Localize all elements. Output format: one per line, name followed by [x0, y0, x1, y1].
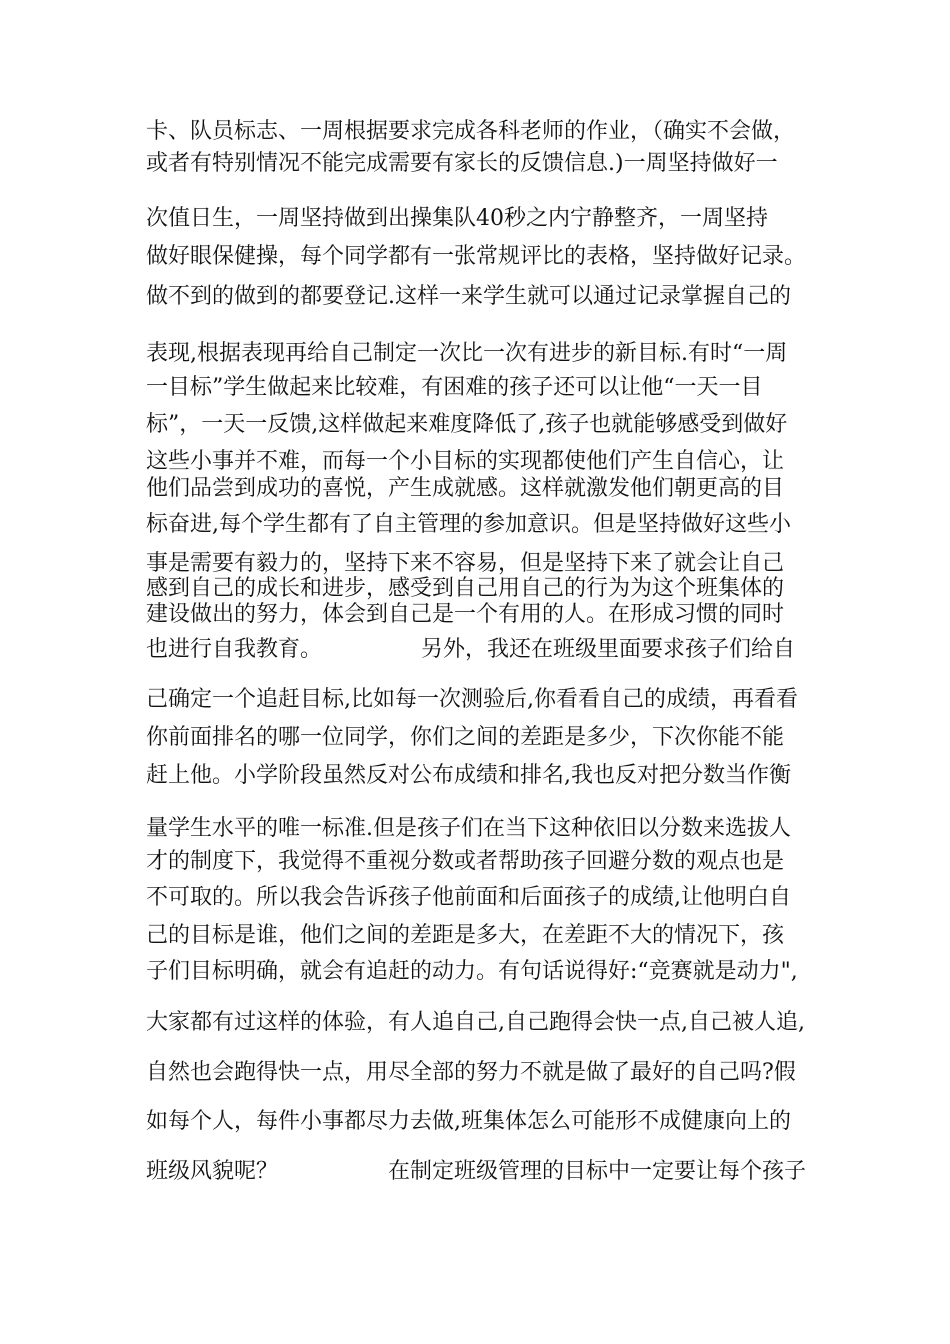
text-line: 量学生水平的唯一标准.但是孩子们在当下这种依旧以分数来选拔人	[146, 816, 791, 841]
text-line: 己的目标是谁，他们之间的差距是多大，在差距不大的情况下，孩	[146, 923, 785, 948]
text-line: 标”，一天一反馈,这样做起来难度降低了,孩子也就能够感受到做好	[146, 412, 788, 437]
text-line: 子们目标明确，就会有追赶的动力。有句话说得好:“竞赛就是动力",	[146, 959, 798, 984]
text-line: 做不到的做到的都要登记.这样一来学生就可以通过记录掌握自己的	[146, 284, 791, 309]
text-line: 大家都有过这样的体验，有人追自己,自己跑得会快一点,自己被人追,	[146, 1010, 805, 1035]
text-line: 己确定一个追赶目标,比如每一次测验后,你看看自己的成绩，再看看	[146, 687, 798, 712]
text-line: 卡、队员标志、一周根据要求完成各科老师的作业，（确实不会做，	[146, 119, 796, 144]
text-line: 赶上他。小学阶段虽然反对公布成绩和排名,我也反对把分数当作衡	[146, 763, 791, 788]
text-line: 自然也会跑得快一点，用尽全部的努力不就是做了最好的自己吗?假	[146, 1060, 796, 1085]
text-line: 你前面排名的哪一位同学，你们之间的差距是多少，下次你能不能	[146, 725, 785, 750]
text-line: 这些小事并不难，而每一个小目标的实现都使他们产生自信心，让	[146, 449, 785, 474]
text-line: 他们品尝到成功的喜悦，产生成就感。这样就激发他们朝更高的目	[146, 476, 785, 501]
text-line: 也进行自我教育。 另外，我还在班级里面要求孩子们给自	[146, 637, 796, 662]
text-line: 不可取的。所以我会告诉孩子他前面和后面孩子的成绩,让他明白自	[146, 885, 791, 910]
text-line: 做好眼保健操，每个同学都有一张常规评比的表格，坚持做好记录。	[146, 244, 807, 269]
text-line: 如每个人，每件小事都尽力去做,班集体怎么可能形不成健康向上的	[146, 1109, 791, 1134]
text-line: 或者有特别情况不能完成需要有家长的反馈信息.)一周坚持做好一	[146, 151, 778, 176]
text-line: 表现,根据表现再给自己制定一次比一次有进步的新目标.有时“一周	[146, 341, 788, 366]
text-line: 事是需要有毅力的，坚持下来不容易，但是坚持下来了就会让自己	[146, 551, 785, 576]
text-line: 次值日生，一周坚持做到出操集队40秒之内宁静整齐，一周坚持	[146, 206, 768, 231]
text-line: 一目标”学生做起来比较难，有困难的孩子还可以让他“一天一目	[146, 375, 763, 400]
text-line: 感到自己的成长和进步，感受到自己用自己的行为为这个班集体的	[146, 576, 785, 601]
text-line: 班级风貌呢？ 在制定班级管理的目标中一定要让每个孩子	[146, 1159, 807, 1184]
text-line: 才的制度下，我觉得不重视分数或者帮助孩子回避分数的观点也是	[146, 849, 785, 874]
text-line: 标奋进,每个学生都有了自主管理的参加意识。但是坚持做好这些小	[146, 512, 791, 537]
text-line: 建设做出的努力，体会到自己是一个有用的人。在形成习惯的同时	[146, 602, 785, 627]
